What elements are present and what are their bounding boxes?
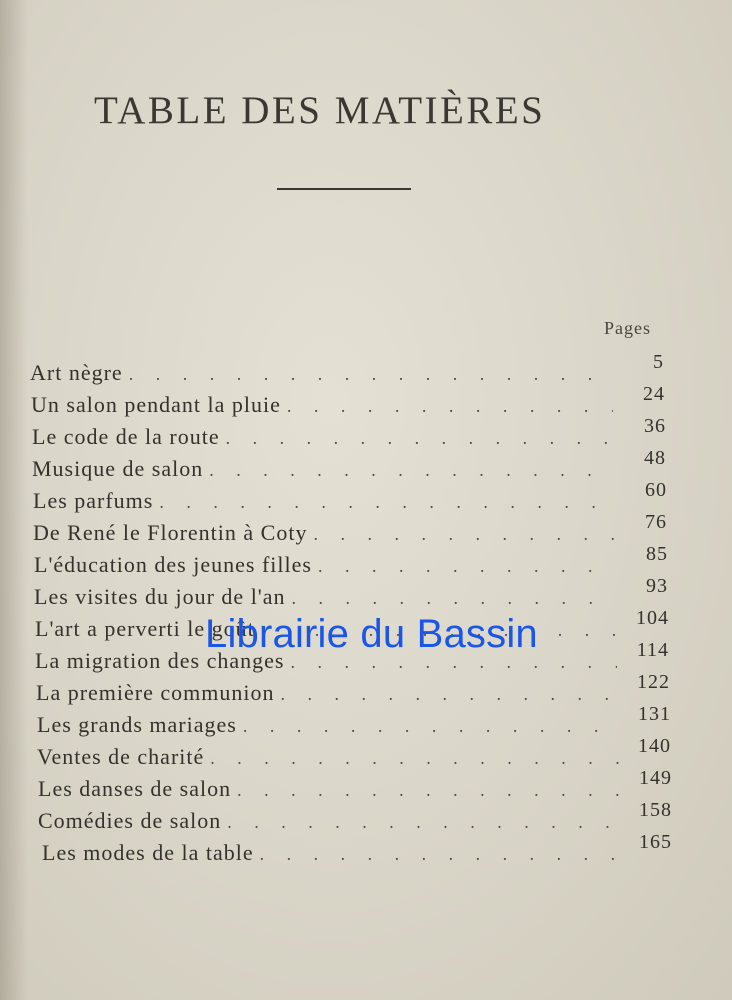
toc-entry-title: Les modes de la table <box>42 840 254 865</box>
toc-entry-title: Les parfums <box>33 488 154 513</box>
toc-entry-title: Art nègre <box>30 360 123 385</box>
toc-entry-title: Les grands mariages <box>37 712 237 737</box>
toc-entry <box>42 831 672 870</box>
dot-leader <box>209 460 614 481</box>
toc-entry-page: 60 <box>645 479 667 501</box>
toc-entry-title: L'art a perverti le goût <box>35 616 255 641</box>
toc-entry-title: Les danses de salon <box>38 776 232 801</box>
toc-entry-page: 158 <box>639 799 672 821</box>
toc-entry <box>30 351 664 390</box>
toc-entry-page: 114 <box>636 639 669 661</box>
toc-entry-title: Le code de la route <box>32 424 220 449</box>
toc-entry-page: 85 <box>646 543 668 565</box>
toc-entry-page: 122 <box>637 671 670 693</box>
toc-entry <box>32 415 666 454</box>
toc-entry-page: 76 <box>645 511 667 533</box>
toc-entry <box>38 767 672 806</box>
toc-entry-title: Les visites du jour de l'an <box>34 584 286 609</box>
toc-entry <box>31 383 665 422</box>
dot-leader <box>159 492 615 513</box>
toc-entry <box>38 799 672 838</box>
toc-entry-page: 131 <box>638 703 671 725</box>
toc-entry-page: 48 <box>644 447 666 469</box>
toc-entry <box>33 511 667 550</box>
dot-leader <box>287 396 613 417</box>
dot-leader <box>260 844 620 865</box>
toc-entry-page: 5 <box>653 351 664 373</box>
toc-entry <box>34 575 668 614</box>
toc-entry-page: 165 <box>639 831 672 853</box>
toc-entry-title: Musique de salon <box>32 456 204 481</box>
toc-entry-title: La migration des changes <box>35 648 285 673</box>
watermark-text: Librairie du Bassin <box>205 612 538 656</box>
toc-entry-title: Un salon pendant la pluie <box>31 392 281 417</box>
toc-entry-title: La première communion <box>36 680 275 705</box>
dot-leader <box>237 780 620 801</box>
pages-column-header: Pages <box>604 318 651 338</box>
dot-leader <box>292 588 616 609</box>
toc-entry-page: 36 <box>644 415 666 437</box>
toc-entry-title: Comédies de salon <box>38 808 222 833</box>
toc-entry-title: De René le Florentin à Coty <box>33 520 308 545</box>
dot-leader <box>243 716 619 737</box>
dot-leader <box>227 812 620 833</box>
toc-entry <box>37 703 671 742</box>
dot-leader <box>226 428 614 449</box>
dot-leader <box>280 684 618 705</box>
toc-entry-title: Ventes de charité <box>37 744 205 769</box>
dot-leader <box>318 556 616 577</box>
dot-leader <box>210 748 619 769</box>
toc-entry-page: 149 <box>639 767 672 789</box>
toc-entry <box>32 447 666 486</box>
dot-leader <box>129 364 612 385</box>
toc-entry-page: 140 <box>638 735 671 757</box>
toc-entry <box>37 735 671 774</box>
page-title: TABLE DES MATIÈRES <box>94 89 546 132</box>
toc-entry <box>34 543 668 582</box>
toc-entry-title: L'éducation des jeunes filles <box>34 552 312 577</box>
dot-leader <box>313 524 615 545</box>
toc-entry <box>33 479 667 518</box>
toc-entry-page: 104 <box>636 607 669 629</box>
toc-entry-page: 24 <box>643 383 665 405</box>
toc-entry-page: 93 <box>646 575 668 597</box>
toc-entry <box>36 671 670 710</box>
